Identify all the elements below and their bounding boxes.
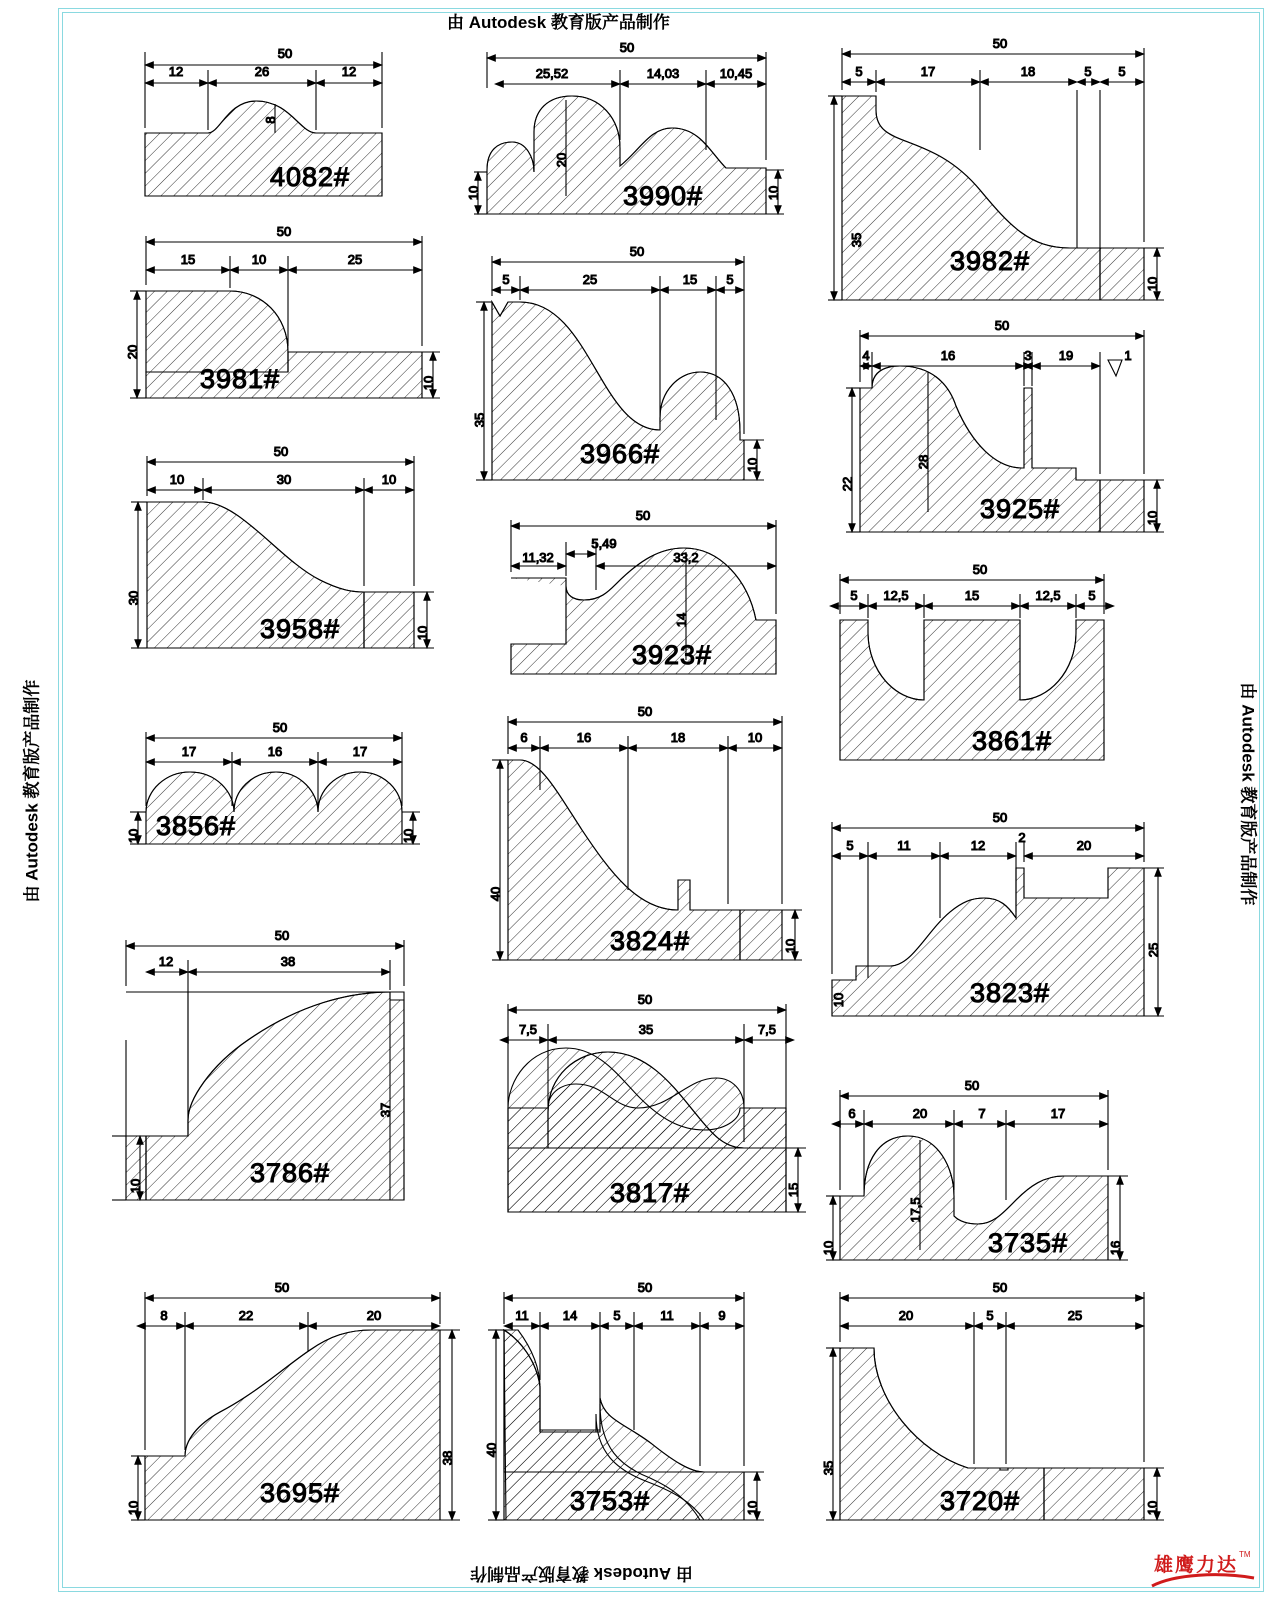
dim-label: 10 bbox=[783, 938, 798, 954]
dim-label: 17,5 bbox=[908, 1197, 923, 1223]
dim-label: 50 bbox=[277, 46, 293, 61]
dim-label: 20 bbox=[898, 1308, 914, 1323]
dim-label: 50 bbox=[964, 1078, 980, 1093]
dim-label: 10 bbox=[766, 185, 781, 201]
dim-label: 8 bbox=[160, 1308, 168, 1323]
part-3925 bbox=[840, 318, 1164, 532]
dim-label: 12 bbox=[158, 954, 174, 969]
dim-label: 26 bbox=[254, 64, 270, 79]
watermark-bottom: 由 Autodesk 教育版产品制作 bbox=[470, 1564, 693, 1583]
part-3823 bbox=[831, 810, 1164, 1016]
dim-label: 16 bbox=[267, 744, 283, 759]
dim-label: 28 bbox=[916, 454, 931, 470]
part-label: 3817# bbox=[609, 1178, 691, 1208]
dim-label: 10 bbox=[381, 472, 397, 487]
dim-label: 6 bbox=[520, 730, 528, 745]
part-3981 bbox=[125, 224, 440, 398]
dim-label: 20 bbox=[554, 152, 569, 168]
dim-label: 10 bbox=[1145, 1500, 1160, 1516]
dim-label: 50 bbox=[637, 704, 653, 719]
dim-label: 18 bbox=[1020, 64, 1036, 79]
dim-label: 50 bbox=[276, 224, 292, 239]
part-label: 3990# bbox=[622, 181, 704, 211]
dim-label: 35 bbox=[821, 1460, 836, 1476]
part-3817 bbox=[500, 992, 806, 1212]
dim-label: 1 bbox=[1124, 348, 1132, 363]
dim-label: 5 bbox=[850, 588, 858, 603]
part-3695 bbox=[126, 1280, 460, 1520]
dim-label: 16 bbox=[940, 348, 956, 363]
dim-label: 25,52 bbox=[535, 66, 569, 81]
part-label: 3753# bbox=[569, 1486, 651, 1516]
part-3958 bbox=[126, 444, 434, 648]
part-label: 3735# bbox=[987, 1228, 1069, 1258]
dim-label: 20 bbox=[125, 344, 140, 360]
dim-label: 10 bbox=[745, 1500, 760, 1516]
dim-label: 25 bbox=[347, 252, 363, 267]
part-3990 bbox=[466, 40, 784, 214]
dim-label: 10 bbox=[415, 625, 430, 641]
dim-label: 10 bbox=[747, 730, 763, 745]
dim-label: 38 bbox=[280, 954, 296, 969]
part-label: 4082# bbox=[269, 162, 351, 192]
dim-label: 11 bbox=[897, 838, 911, 853]
part-3966 bbox=[472, 244, 764, 480]
dim-label: 15 bbox=[682, 272, 698, 287]
dim-label: 10 bbox=[251, 252, 267, 267]
part-label: 3861# bbox=[971, 726, 1053, 756]
dim-label: 11 bbox=[515, 1308, 529, 1323]
dim-label: 17 bbox=[920, 64, 936, 79]
part-label: 3982# bbox=[949, 246, 1031, 276]
dim-label: 15 bbox=[964, 588, 980, 603]
dim-label: 10 bbox=[821, 1240, 836, 1256]
dim-label: 11,32 bbox=[522, 550, 554, 565]
dim-label: 50 bbox=[637, 1280, 653, 1295]
dim-label: 25 bbox=[582, 272, 598, 287]
dim-label: 5,49 bbox=[591, 536, 617, 551]
dim-label: 50 bbox=[992, 1280, 1008, 1295]
dim-label: 10,45 bbox=[719, 66, 753, 81]
dim-label: 10 bbox=[126, 828, 141, 844]
dim-label: 50 bbox=[992, 810, 1008, 825]
dim-label: 22 bbox=[840, 476, 855, 492]
dim-label: 20 bbox=[912, 1106, 928, 1121]
dim-label: 38 bbox=[440, 1450, 455, 1466]
dim-label: 50 bbox=[635, 508, 651, 523]
dim-label: 16 bbox=[576, 730, 592, 745]
part-label: 3923# bbox=[631, 640, 713, 670]
dim-label: 10 bbox=[1145, 276, 1160, 292]
dim-label: 18 bbox=[670, 730, 686, 745]
part-3753 bbox=[484, 1280, 764, 1520]
part-3824 bbox=[488, 704, 802, 960]
dim-label: 12 bbox=[341, 64, 357, 79]
dim-label: 12 bbox=[970, 838, 986, 853]
dim-label: 14 bbox=[674, 612, 689, 628]
dim-label: 37 bbox=[378, 1102, 393, 1118]
dim-label: 5 bbox=[502, 272, 510, 287]
dim-label: 50 bbox=[274, 1280, 290, 1295]
dim-label: 25 bbox=[1146, 942, 1161, 958]
part-label: 3925# bbox=[979, 494, 1061, 524]
dim-label: 50 bbox=[629, 244, 645, 259]
dim-label: 10 bbox=[126, 1500, 141, 1516]
logo-swoosh-icon bbox=[1150, 1570, 1256, 1590]
company-logo bbox=[1144, 1548, 1264, 1594]
part-label: 3786# bbox=[249, 1158, 331, 1188]
dim-label: 17 bbox=[1050, 1106, 1066, 1121]
dim-label: 40 bbox=[488, 886, 503, 902]
dim-label: 50 bbox=[637, 992, 653, 1007]
part-label: 3695# bbox=[259, 1478, 341, 1508]
logo-text: 雄鹰力达 bbox=[1154, 1554, 1239, 1576]
dim-label: 2 bbox=[1018, 830, 1026, 845]
dim-label: 4 bbox=[862, 348, 870, 363]
dim-label: 15 bbox=[180, 252, 196, 267]
dim-label: 50 bbox=[994, 318, 1010, 333]
dim-label: 7,5 bbox=[518, 1022, 538, 1037]
dim-label: 33,2 bbox=[673, 550, 699, 565]
dim-label: 10 bbox=[401, 828, 416, 844]
dim-label: 10 bbox=[831, 992, 846, 1008]
part-label: 3824# bbox=[609, 926, 691, 956]
dim-label: 11 bbox=[660, 1308, 674, 1323]
part-label: 3720# bbox=[939, 1486, 1021, 1516]
dim-label: 10 bbox=[169, 472, 185, 487]
dim-label: 50 bbox=[273, 444, 289, 459]
dim-label: 50 bbox=[274, 928, 290, 943]
part-3735 bbox=[821, 1078, 1128, 1260]
part-3923 bbox=[511, 508, 776, 674]
dim-label: 3 bbox=[1024, 348, 1032, 363]
dim-label: 5 bbox=[986, 1308, 994, 1323]
dim-label: 10 bbox=[128, 1178, 143, 1194]
part-3720 bbox=[821, 1280, 1164, 1520]
dim-label: 8 bbox=[263, 116, 278, 124]
dim-label: 30 bbox=[276, 472, 292, 487]
dim-label: 5 bbox=[726, 272, 734, 287]
part-label: 3823# bbox=[969, 978, 1051, 1008]
dim-label: 5 bbox=[1088, 588, 1096, 603]
dim-label: 30 bbox=[126, 590, 141, 606]
dim-label: 16 bbox=[1108, 1240, 1123, 1256]
dim-label: 20 bbox=[1076, 838, 1092, 853]
part-3982 bbox=[828, 36, 1164, 300]
dim-label: 12,5 bbox=[1035, 588, 1061, 603]
dim-label: 5 bbox=[1118, 64, 1126, 79]
dim-label: 10 bbox=[466, 185, 481, 201]
dim-label: 20 bbox=[366, 1308, 382, 1323]
dim-label: 7 bbox=[978, 1106, 986, 1121]
dim-label: 7,5 bbox=[757, 1022, 777, 1037]
part-label: 3981# bbox=[199, 364, 281, 394]
dim-label: 10 bbox=[1145, 510, 1160, 526]
watermark-top: 由 Autodesk 教育版产品制作 bbox=[447, 13, 670, 32]
dim-label: 35 bbox=[849, 232, 864, 248]
dim-label: 35 bbox=[638, 1022, 654, 1037]
dim-label: 12 bbox=[168, 64, 184, 79]
dim-label: 6 bbox=[848, 1106, 856, 1121]
dim-label: 10 bbox=[745, 457, 760, 473]
dim-label: 17 bbox=[352, 744, 368, 759]
dim-label: 14,03 bbox=[646, 66, 680, 81]
part-3861 bbox=[830, 562, 1114, 760]
dim-label: 12,5 bbox=[883, 588, 909, 603]
dim-label: 40 bbox=[484, 1442, 499, 1458]
dim-label: 5 bbox=[613, 1308, 621, 1323]
dim-label: 50 bbox=[619, 40, 635, 55]
part-label: 3856# bbox=[155, 811, 237, 841]
dim-label: 19 bbox=[1058, 348, 1074, 363]
dim-label: 35 bbox=[472, 412, 487, 428]
dim-label: 22 bbox=[238, 1308, 254, 1323]
part-4082 bbox=[145, 46, 382, 196]
dim-label: 50 bbox=[992, 36, 1008, 51]
dim-label: 25 bbox=[1067, 1308, 1083, 1323]
dim-label: 10 bbox=[421, 375, 436, 391]
part-3786 bbox=[112, 928, 404, 1200]
watermark-right: 由 Autodesk 教育版产品制作 bbox=[1238, 682, 1258, 906]
dim-label: 9 bbox=[718, 1308, 726, 1323]
part-label: 3958# bbox=[259, 614, 341, 644]
dim-label: 50 bbox=[272, 720, 288, 735]
dim-label: 5 bbox=[846, 838, 854, 853]
dim-label: 5 bbox=[1084, 64, 1092, 79]
logo-trademark: TM bbox=[1239, 1550, 1251, 1559]
dim-label: 50 bbox=[972, 562, 988, 577]
dim-label: 15 bbox=[786, 1182, 801, 1198]
part-label: 3966# bbox=[579, 439, 661, 469]
part-3856 bbox=[126, 720, 420, 844]
dim-label: 17 bbox=[181, 744, 197, 759]
dim-label: 14 bbox=[562, 1308, 578, 1323]
dim-label: 5 bbox=[855, 64, 863, 79]
watermark-left: 由 Autodesk 教育版产品制作 bbox=[22, 679, 42, 903]
